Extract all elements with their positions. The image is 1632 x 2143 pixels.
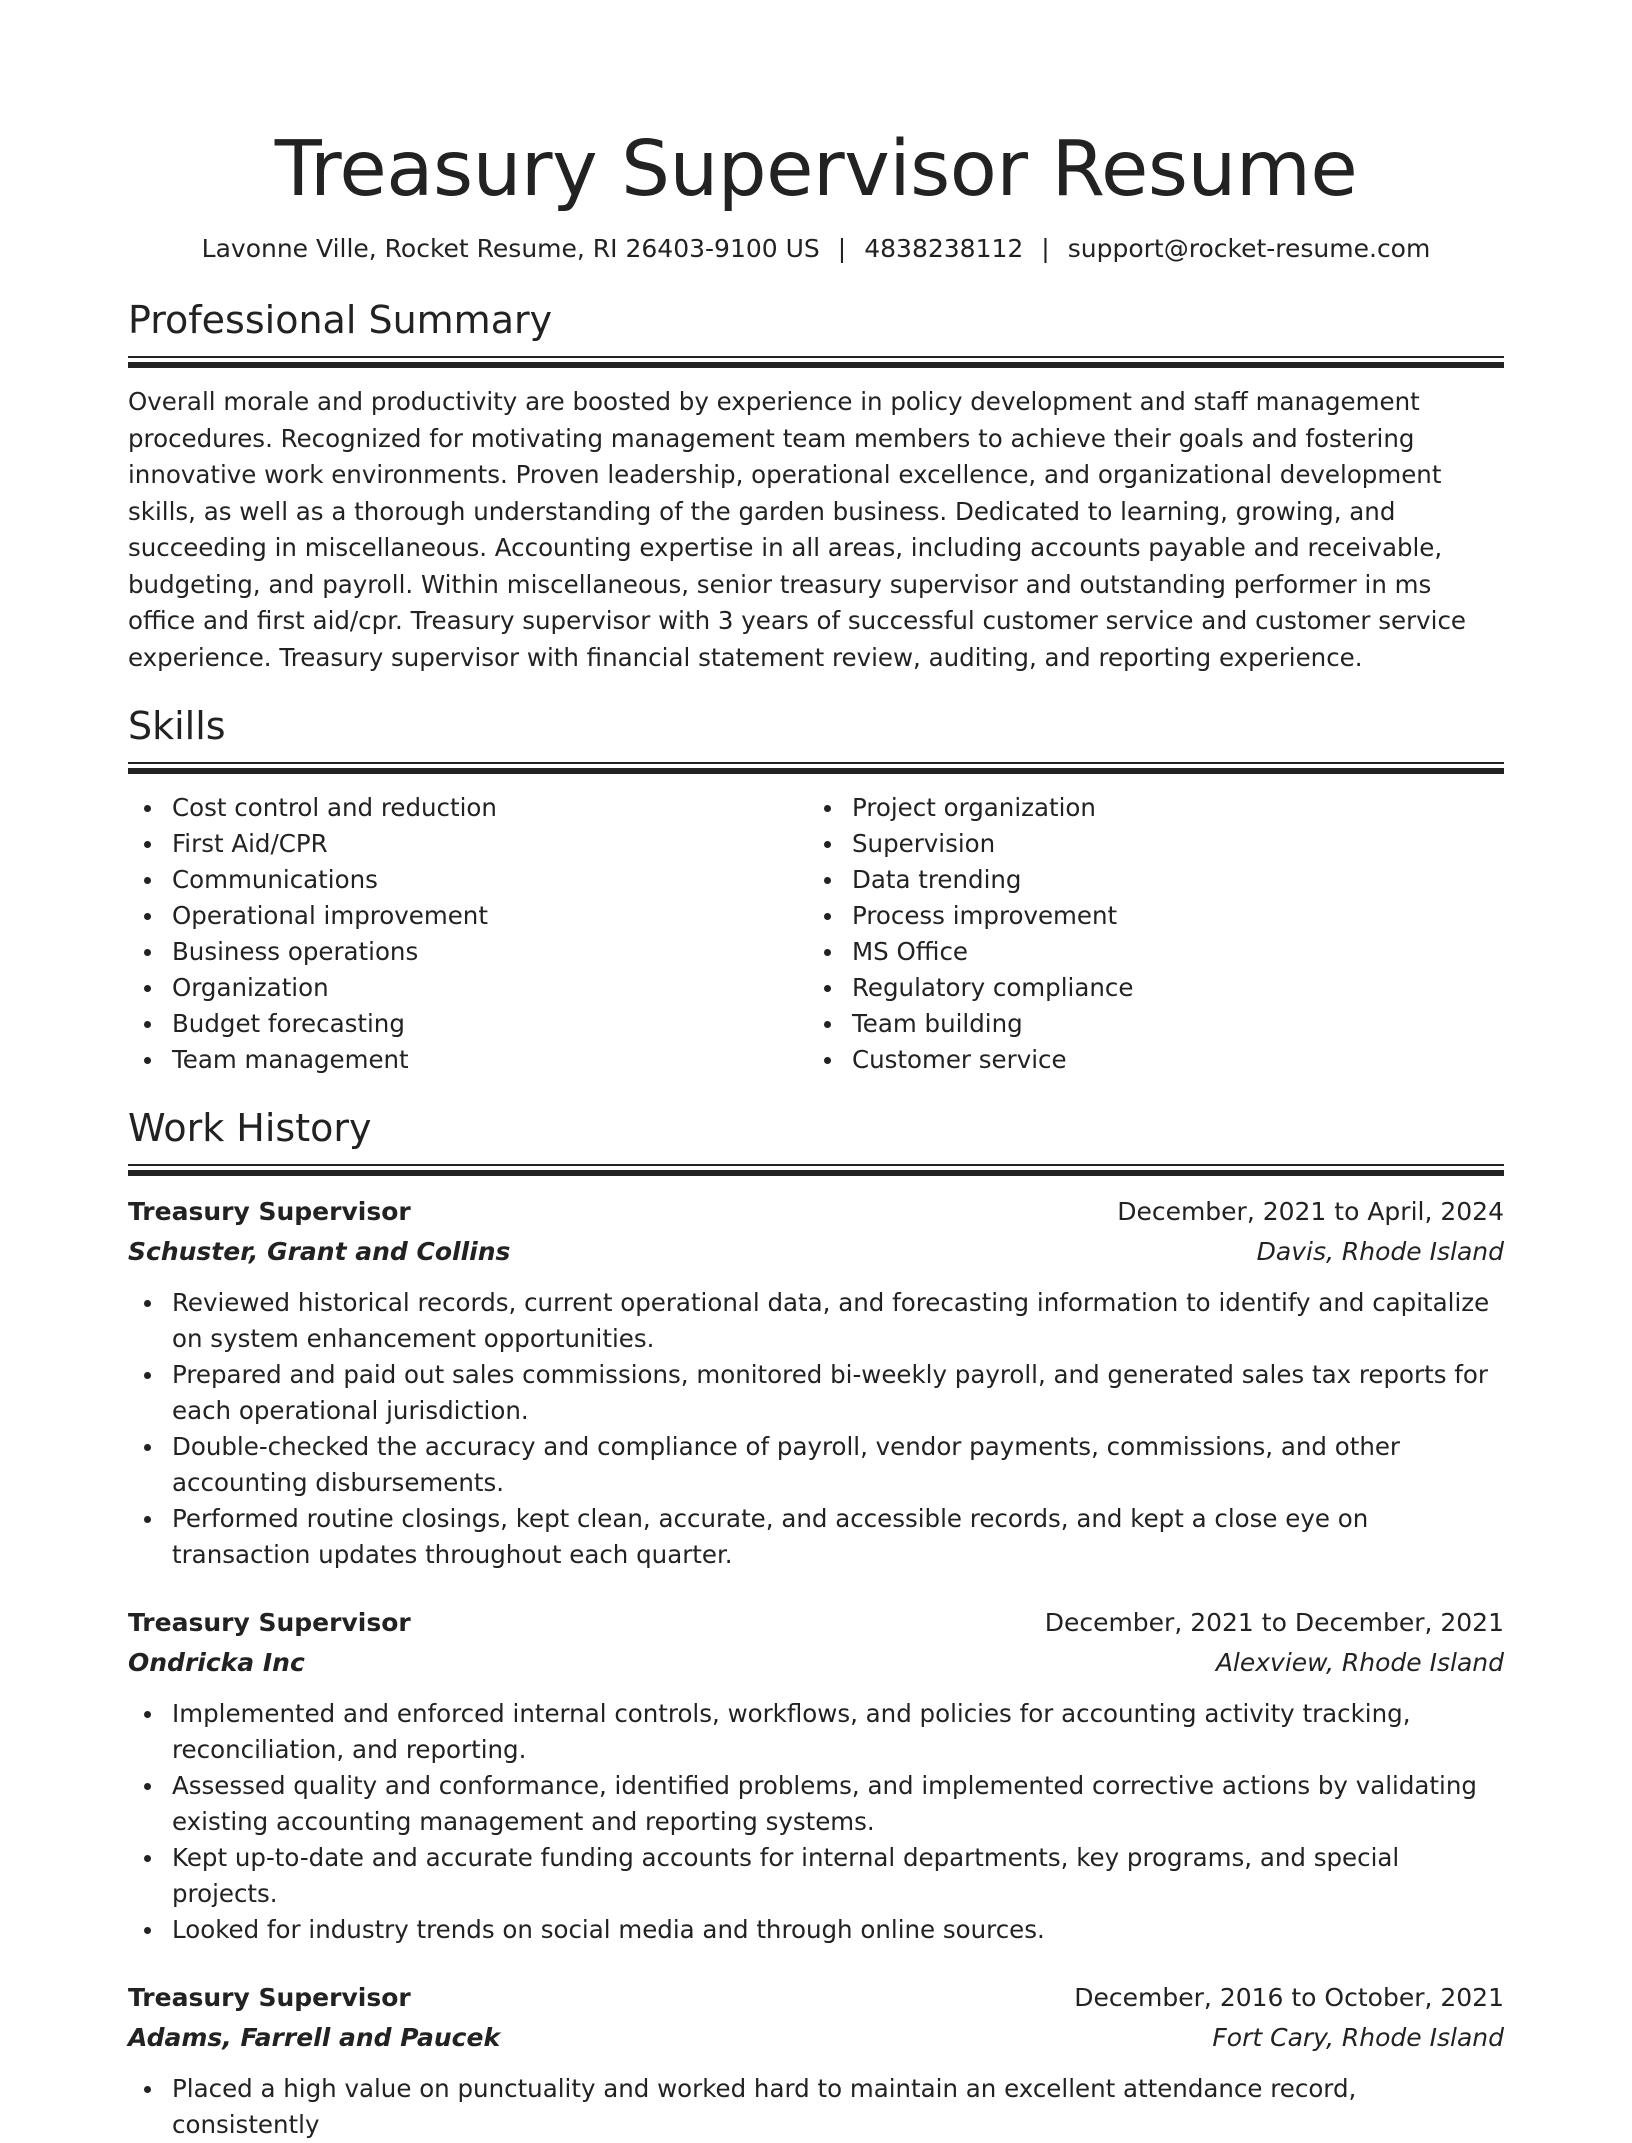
contact-address: Lavonne Ville, Rocket Resume, RI 26403-9100 US (201, 234, 820, 263)
skill-item: First Aid/CPR (172, 826, 808, 862)
job-bullet: Performed routine closings, kept clean, accurate, and accessible records, and kept a close eye on transaction updates throughout each quarter. (172, 1501, 1504, 1573)
job-header (128, 1978, 1504, 2018)
job-dates: December, 2021 to December, 2021 (1044, 1608, 1504, 1637)
job-company: Schuster, Grant and Collins (128, 1237, 511, 1266)
skill-item: Process improvement (852, 898, 1488, 934)
job-subheader (128, 1643, 1504, 1683)
section-heading: Professional Summary (128, 298, 553, 342)
job-bullet: Kept up-to-date and accurate funding accounts for internal departments, key programs, and special projects. (172, 1840, 1504, 1912)
skill-item: Budget forecasting (172, 1006, 808, 1042)
section-divider (128, 762, 1504, 774)
job-dates: December, 2021 to April, 2024 (1117, 1197, 1504, 1226)
job-location: Davis, Rhode Island (1256, 1237, 1504, 1266)
skill-item: Cost control and reduction (172, 790, 808, 826)
job-bullets (128, 1285, 1504, 1573)
skill-item: Supervision (852, 826, 1488, 862)
job-header (128, 1603, 1504, 1643)
skill-item: Business operations (172, 934, 808, 970)
skill-item: Operational improvement (172, 898, 808, 934)
skills-columns (128, 790, 1504, 1078)
skill-item: Project organization (852, 790, 1488, 826)
contact-line (128, 232, 1504, 266)
job-entry (128, 1978, 1504, 2143)
skill-item: MS Office (852, 934, 1488, 970)
job-bullets (128, 1696, 1504, 1948)
job-bullet: Reviewed historical records, current operational data, and forecasting information to identify and capitalize on system enhancement opportunities. (172, 1285, 1504, 1357)
job-location: Alexview, Rhode Island (1215, 1648, 1504, 1677)
skills-list-right (808, 790, 1488, 1078)
job-entry (128, 1603, 1504, 1948)
job-subheader (128, 1232, 1504, 1272)
job-company: Adams, Farrell and Paucek (128, 2023, 501, 2052)
skill-item: Regulatory compliance (852, 970, 1488, 1006)
skill-item: Communications (172, 862, 808, 898)
job-title: Treasury Supervisor (128, 1608, 411, 1637)
job-bullet: Placed a high value on punctuality and worked hard to maintain an excellent attendance record, consistently (172, 2071, 1504, 2143)
skill-item: Organization (172, 970, 808, 1006)
job-title: Treasury Supervisor (128, 1983, 411, 2012)
job-bullets (128, 2071, 1504, 2143)
job-bullet: Looked for industry trends on social media and through online sources. (172, 1912, 1504, 1948)
skills-section (128, 702, 1504, 1078)
job-subheader (128, 2018, 1504, 2058)
job-bullet: Prepared and paid out sales commissions, monitored bi-weekly payroll, and generated sales tax reports for each operational jurisdiction. (172, 1357, 1504, 1429)
contact-separator: | (1041, 234, 1050, 263)
section-heading: Skills (128, 704, 226, 748)
section-heading: Work History (128, 1106, 372, 1150)
job-bullet: Assessed quality and conformance, identified problems, and implemented corrective actions by validating existing accounting management and reporting systems. (172, 1768, 1504, 1840)
section-divider (128, 356, 1504, 368)
job-header (128, 1192, 1504, 1232)
job-entry (128, 1192, 1504, 1573)
job-title: Treasury Supervisor (128, 1197, 411, 1226)
job-dates: December, 2016 to October, 2021 (1074, 1983, 1504, 2012)
professional-summary-section (128, 296, 1504, 676)
contact-separator: | (837, 234, 847, 263)
skill-item: Team building (852, 1006, 1488, 1042)
contact-email: support@rocket-resume.com (1067, 234, 1431, 263)
skill-item: Data trending (852, 862, 1488, 898)
skill-item: Team management (172, 1042, 808, 1078)
skill-item: Customer service (852, 1042, 1488, 1078)
section-divider (128, 1164, 1504, 1176)
contact-phone: 4838238112 (864, 234, 1024, 263)
summary-text: Overall morale and productivity are boosted by experience in policy development and staff management procedures. Recognized for motivating management team members to achieve their goals and fostering innovative work environments. Proven leadership, operational excellence, and organizational development skills, as well as a thorough understanding of the garden business. Dedicated to learning, growing, and succeeding in miscellaneous. Accounting expertise in all areas, including accounts payable and receivable, budgeting, and payroll. Within miscellaneous, senior treasury supervisor and outstanding performer in ms office and first aid/cpr. Treasury supervisor with 3 years of successful customer service and customer service experience. Treasury supervisor with financial statement review, auditing, and reporting experience. (128, 387, 1466, 672)
job-bullet: Implemented and enforced internal controls, workflows, and policies for accounting activity tracking, reconciliation, and reporting. (172, 1696, 1504, 1768)
skills-list-left (128, 790, 808, 1078)
job-company: Ondricka Inc (128, 1648, 305, 1677)
work-history-section (128, 1104, 1504, 2143)
page-title: Treasury Supervisor Resume (274, 125, 1358, 214)
job-location: Fort Cary, Rhode Island (1212, 2023, 1504, 2052)
job-bullet: Double-checked the accuracy and compliance of payroll, vendor payments, commissions, and other accounting disbursements. (172, 1429, 1504, 1501)
